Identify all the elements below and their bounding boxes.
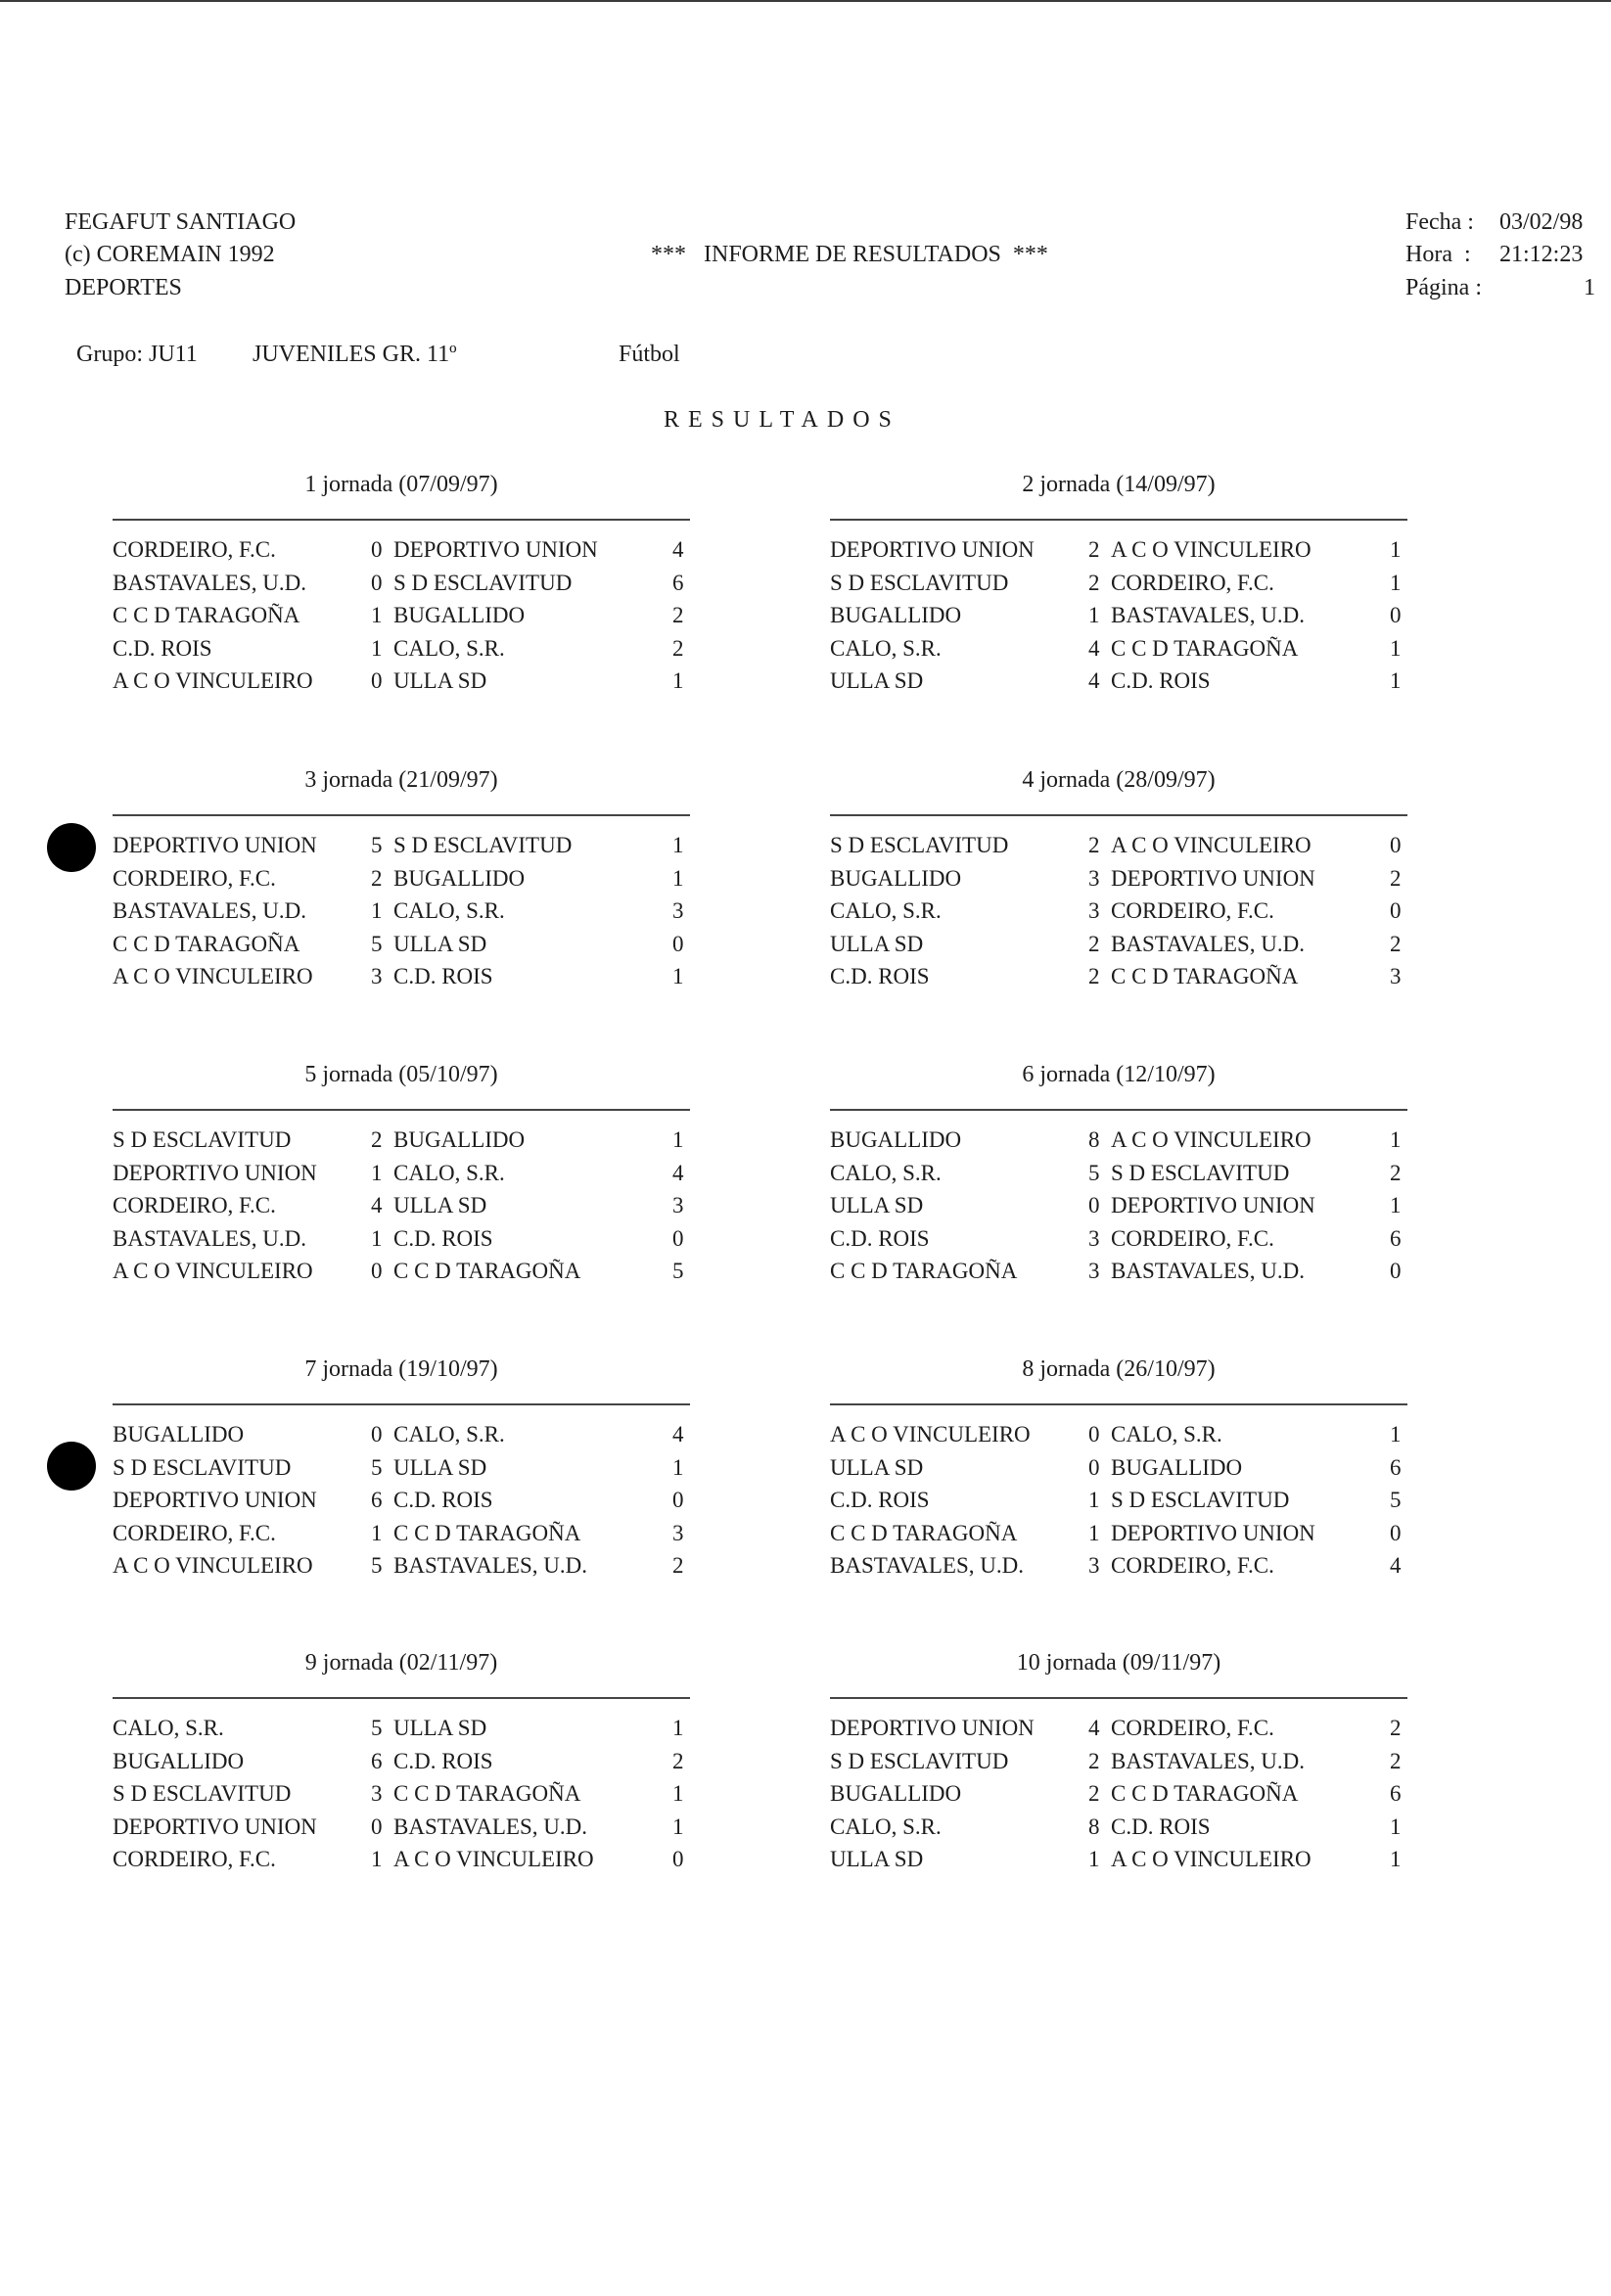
match-row	[113, 634, 690, 666]
match-row	[830, 1453, 1407, 1486]
match-row	[113, 569, 690, 601]
away-team: A C O VINCULEIRO	[1111, 1847, 1312, 1871]
home-team: ULLA SD	[830, 1847, 924, 1871]
home-team: C.D. ROIS	[830, 1225, 930, 1251]
away-team: CORDEIRO, F.C.	[1111, 1225, 1274, 1251]
home-team: ULLA SD	[830, 668, 924, 693]
home-team: DEPORTIVO UNION	[113, 1814, 317, 1839]
home-team: DEPORTIVO UNION	[830, 537, 1035, 562]
away-team: CALO, S.R.	[1111, 1422, 1222, 1446]
match-row	[830, 666, 1407, 699]
match-row	[113, 1747, 690, 1779]
away-team: C.D. ROIS	[1111, 1814, 1211, 1839]
jornada-divider	[830, 1403, 1407, 1405]
home-score: 3	[1088, 1225, 1100, 1251]
away-score: 1	[1390, 570, 1402, 595]
away-score: 6	[672, 570, 684, 595]
home-team: S D ESCLAVITUD	[830, 833, 1009, 857]
home-score: 3	[1088, 865, 1100, 891]
away-score: 2	[1390, 865, 1402, 891]
match-row	[113, 962, 690, 994]
away-score: 2	[1390, 1160, 1402, 1185]
home-team: BASTAVALES, U.D.	[113, 898, 306, 923]
pagina-value: 1	[1584, 275, 1595, 300]
away-team: C.D. ROIS	[393, 1488, 493, 1512]
away-team: ULLA SD	[393, 1193, 487, 1217]
jornada-divider	[830, 1697, 1407, 1699]
hora-value: 21:12:23	[1499, 242, 1584, 267]
jornada-title: 9 jornada (02/11/97)	[304, 1650, 498, 1676]
home-score: 1	[371, 1520, 383, 1545]
match-row	[113, 1486, 690, 1518]
match-row	[113, 864, 690, 896]
away-team: CORDEIRO, F.C.	[1111, 570, 1274, 595]
away-score: 0	[672, 1225, 684, 1251]
away-team: A C O VINCULEIRO	[1111, 833, 1312, 857]
away-score: 0	[672, 1488, 684, 1512]
home-score: 3	[1088, 1259, 1100, 1283]
away-team: S D ESCLAVITUD	[1111, 1160, 1290, 1185]
away-score: 6	[1390, 1454, 1402, 1480]
sport-label: Fútbol	[619, 342, 680, 367]
away-team: ULLA SD	[393, 931, 487, 956]
jornada-title: 5 jornada (05/10/97)	[304, 1062, 498, 1087]
home-team: CORDEIRO, F.C.	[113, 537, 276, 562]
away-team: CORDEIRO, F.C.	[1111, 1553, 1274, 1578]
home-team: A C O VINCULEIRO	[113, 1259, 313, 1283]
match-row	[113, 1257, 690, 1289]
match-row	[830, 1519, 1407, 1551]
away-score: 2	[1390, 1716, 1402, 1740]
away-score: 0	[672, 931, 684, 956]
match-row	[830, 1420, 1407, 1452]
away-score: 1	[1390, 1847, 1402, 1871]
home-team: BUGALLIDO	[830, 865, 962, 891]
home-score: 0	[371, 1259, 383, 1283]
home-score: 6	[371, 1748, 383, 1773]
away-team: C C D TARAGOÑA	[1111, 1781, 1299, 1806]
home-score: 1	[1088, 1520, 1100, 1545]
away-team: C.D. ROIS	[393, 964, 493, 988]
home-team: A C O VINCULEIRO	[113, 668, 313, 693]
away-team: ULLA SD	[393, 1716, 487, 1740]
away-team: DEPORTIVO UNION	[1111, 865, 1315, 891]
match-row	[830, 896, 1407, 929]
home-score: 1	[1088, 603, 1100, 627]
away-team: C.D. ROIS	[1111, 668, 1211, 693]
home-team: BUGALLIDO	[830, 1127, 962, 1152]
home-team: BUGALLIDO	[830, 603, 962, 627]
home-score: 5	[371, 1553, 383, 1578]
report-title: *** INFORME DE RESULTADOS ***	[651, 242, 1048, 267]
away-score: 1	[672, 964, 684, 988]
home-team: C C D TARAGOÑA	[113, 931, 300, 956]
match-row	[830, 1551, 1407, 1584]
away-score: 5	[672, 1259, 684, 1283]
jornada-title: 7 jornada (19/10/97)	[304, 1356, 498, 1382]
away-score: 1	[1390, 1814, 1402, 1839]
home-score: 0	[371, 570, 383, 595]
match-row	[830, 1191, 1407, 1223]
home-score: 2	[1088, 537, 1100, 562]
match-row	[113, 1519, 690, 1551]
match-row	[830, 962, 1407, 994]
home-score: 5	[371, 1716, 383, 1740]
home-team: S D ESCLAVITUD	[830, 1748, 1009, 1773]
match-row	[113, 930, 690, 962]
match-row	[830, 1486, 1407, 1518]
home-score: 2	[1088, 833, 1100, 857]
home-score: 0	[1088, 1193, 1100, 1217]
away-team: C C D TARAGOÑA	[1111, 635, 1299, 661]
away-team: BASTAVALES, U.D.	[1111, 603, 1305, 627]
away-team: CORDEIRO, F.C.	[1111, 1716, 1274, 1740]
away-team: DEPORTIVO UNION	[1111, 1193, 1315, 1217]
away-team: DEPORTIVO UNION	[1111, 1520, 1315, 1545]
away-team: BUGALLIDO	[393, 865, 526, 891]
match-row	[830, 864, 1407, 896]
away-score: 1	[672, 1781, 684, 1806]
home-score: 4	[1088, 635, 1100, 661]
pagina-label: Página :	[1405, 275, 1482, 300]
away-team: C C D TARAGOÑA	[393, 1781, 581, 1806]
away-score: 1	[672, 865, 684, 891]
home-score: 2	[1088, 570, 1100, 595]
away-team: ULLA SD	[393, 1454, 487, 1480]
away-score: 2	[672, 603, 684, 627]
fecha-label: Fecha :	[1405, 209, 1474, 235]
home-team: BUGALLIDO	[830, 1781, 962, 1806]
grupo-name: JUVENILES GR. 11º	[253, 342, 457, 367]
away-score: 6	[1390, 1781, 1402, 1806]
jornada-title: 2 jornada (14/09/97)	[1022, 472, 1216, 497]
away-score: 0	[672, 1847, 684, 1871]
match-row	[113, 1813, 690, 1845]
away-score: 6	[1390, 1225, 1402, 1251]
match-row	[113, 896, 690, 929]
hora-label: Hora :	[1405, 242, 1471, 267]
home-team: CALO, S.R.	[830, 1814, 942, 1839]
home-team: S D ESCLAVITUD	[113, 1127, 292, 1152]
away-score: 0	[1390, 1520, 1402, 1545]
away-score: 1	[672, 1127, 684, 1152]
match-row	[830, 569, 1407, 601]
away-score: 3	[672, 1520, 684, 1545]
match-row	[830, 1714, 1407, 1746]
away-score: 4	[1390, 1553, 1402, 1578]
home-score: 3	[1088, 1553, 1100, 1578]
punch-hole-top	[47, 823, 96, 872]
home-team: A C O VINCULEIRO	[830, 1422, 1031, 1446]
home-team: S D ESCLAVITUD	[113, 1454, 292, 1480]
home-score: 1	[371, 1225, 383, 1251]
jornada-divider	[113, 814, 690, 816]
jornada-divider	[830, 814, 1407, 816]
home-team: BUGALLIDO	[113, 1748, 245, 1773]
away-score: 1	[1390, 1193, 1402, 1217]
away-team: ULLA SD	[393, 668, 487, 693]
jornada-title: 6 jornada (12/10/97)	[1022, 1062, 1216, 1087]
home-score: 1	[1088, 1488, 1100, 1512]
away-score: 1	[672, 1454, 684, 1480]
away-score: 3	[672, 1193, 684, 1217]
away-score: 1	[1390, 668, 1402, 693]
away-team: BASTAVALES, U.D.	[1111, 1748, 1305, 1773]
match-row	[830, 634, 1407, 666]
away-score: 0	[1390, 1259, 1402, 1283]
match-row	[113, 1224, 690, 1257]
home-team: ULLA SD	[830, 931, 924, 956]
away-team: BASTAVALES, U.D.	[1111, 1259, 1305, 1283]
match-row	[113, 831, 690, 863]
jornada-divider	[113, 519, 690, 521]
match-row	[113, 1159, 690, 1191]
away-score: 1	[672, 1814, 684, 1839]
away-score: 4	[672, 1160, 684, 1185]
away-team: BUGALLIDO	[1111, 1454, 1243, 1480]
away-team: S D ESCLAVITUD	[393, 833, 573, 857]
jornada-divider	[830, 519, 1407, 521]
match-row	[830, 1747, 1407, 1779]
copyright: (c) COREMAIN 1992	[65, 242, 275, 267]
away-team: S D ESCLAVITUD	[393, 570, 573, 595]
jornada-divider	[113, 1697, 690, 1699]
home-team: S D ESCLAVITUD	[113, 1781, 292, 1806]
jornada-title: 3 jornada (21/09/97)	[304, 767, 498, 793]
match-row	[830, 535, 1407, 568]
home-score: 8	[1088, 1814, 1100, 1839]
home-team: C.D. ROIS	[830, 964, 930, 988]
home-team: CALO, S.R.	[113, 1716, 224, 1740]
away-score: 2	[1390, 1748, 1402, 1773]
away-score: 2	[672, 635, 684, 661]
home-score: 2	[1088, 964, 1100, 988]
away-score: 4	[672, 1422, 684, 1446]
jornada-title: 4 jornada (28/09/97)	[1022, 767, 1216, 793]
jornada-divider	[113, 1403, 690, 1405]
away-team: C.D. ROIS	[393, 1225, 493, 1251]
away-score: 0	[1390, 898, 1402, 923]
match-row	[830, 601, 1407, 633]
away-team: BASTAVALES, U.D.	[1111, 931, 1305, 956]
home-score: 2	[371, 1127, 383, 1152]
home-score: 0	[371, 1422, 383, 1446]
away-team: A C O VINCULEIRO	[1111, 1127, 1312, 1152]
match-row	[113, 601, 690, 633]
home-score: 2	[1088, 931, 1100, 956]
home-score: 4	[1088, 668, 1100, 693]
away-score: 1	[672, 1716, 684, 1740]
away-score: 1	[1390, 1422, 1402, 1446]
home-team: CALO, S.R.	[830, 635, 942, 661]
match-row	[113, 1453, 690, 1486]
home-score: 5	[371, 931, 383, 956]
away-team: CALO, S.R.	[393, 635, 505, 661]
home-score: 1	[371, 635, 383, 661]
jornada-divider	[113, 1109, 690, 1111]
home-score: 0	[371, 668, 383, 693]
away-team: DEPORTIVO UNION	[393, 537, 598, 562]
home-team: BASTAVALES, U.D.	[113, 570, 306, 595]
match-row	[113, 1845, 690, 1877]
match-row	[830, 930, 1407, 962]
away-score: 1	[1390, 537, 1402, 562]
top-border-line	[0, 0, 1611, 2]
away-team: BUGALLIDO	[393, 603, 526, 627]
home-score: 0	[371, 1814, 383, 1839]
away-score: 3	[672, 898, 684, 923]
home-team: C C D TARAGOÑA	[830, 1520, 1018, 1545]
away-team: CALO, S.R.	[393, 1160, 505, 1185]
away-score: 2	[1390, 931, 1402, 956]
home-score: 1	[371, 898, 383, 923]
home-team: BASTAVALES, U.D.	[830, 1553, 1024, 1578]
away-team: C.D. ROIS	[393, 1748, 493, 1773]
away-team: C C D TARAGOÑA	[393, 1520, 581, 1545]
home-team: A C O VINCULEIRO	[113, 964, 313, 988]
department: DEPORTES	[65, 275, 182, 300]
match-row	[113, 1551, 690, 1584]
home-score: 1	[1088, 1847, 1100, 1871]
home-score: 1	[371, 1847, 383, 1871]
away-score: 1	[672, 833, 684, 857]
away-team: C C D TARAGOÑA	[393, 1259, 581, 1283]
home-score: 4	[1088, 1716, 1100, 1740]
match-row	[113, 666, 690, 699]
match-row	[113, 1191, 690, 1223]
away-score: 0	[1390, 603, 1402, 627]
home-team: ULLA SD	[830, 1193, 924, 1217]
punch-hole-bottom	[47, 1442, 96, 1491]
home-team: BUGALLIDO	[113, 1422, 245, 1446]
away-score: 5	[1390, 1488, 1402, 1512]
home-score: 3	[371, 964, 383, 988]
match-row	[113, 1125, 690, 1158]
home-team: DEPORTIVO UNION	[113, 1488, 317, 1512]
home-team: DEPORTIVO UNION	[113, 833, 317, 857]
home-team: C.D. ROIS	[113, 635, 212, 661]
home-score: 0	[371, 537, 383, 562]
match-row	[113, 1420, 690, 1452]
home-team: DEPORTIVO UNION	[830, 1716, 1035, 1740]
home-team: C.D. ROIS	[830, 1488, 930, 1512]
home-team: S D ESCLAVITUD	[830, 570, 1009, 595]
jornada-title: 10 jornada (09/11/97)	[1016, 1650, 1221, 1676]
away-score: 1	[1390, 1127, 1402, 1152]
match-row	[830, 1159, 1407, 1191]
away-team: BASTAVALES, U.D.	[393, 1814, 587, 1839]
away-score: 1	[1390, 635, 1402, 661]
home-team: CALO, S.R.	[830, 898, 942, 923]
away-score: 3	[1390, 964, 1402, 988]
home-score: 0	[1088, 1422, 1100, 1446]
org-name: FEGAFUT SANTIAGO	[65, 209, 297, 235]
match-row	[830, 1845, 1407, 1877]
match-row	[830, 1257, 1407, 1289]
home-score: 2	[1088, 1748, 1100, 1773]
match-row	[830, 831, 1407, 863]
away-team: C C D TARAGOÑA	[1111, 964, 1299, 988]
fecha-value: 03/02/98	[1499, 209, 1584, 235]
grupo-label: Grupo: JU11	[76, 342, 198, 367]
home-score: 8	[1088, 1127, 1100, 1152]
away-team: BUGALLIDO	[393, 1127, 526, 1152]
match-row	[113, 535, 690, 568]
home-score: 1	[371, 603, 383, 627]
home-team: CORDEIRO, F.C.	[113, 865, 276, 891]
away-team: S D ESCLAVITUD	[1111, 1488, 1290, 1512]
away-team: CALO, S.R.	[393, 898, 505, 923]
match-row	[113, 1779, 690, 1812]
home-team: C C D TARAGOÑA	[113, 603, 300, 627]
away-score: 1	[672, 668, 684, 693]
home-score: 5	[371, 833, 383, 857]
section-title: RESULTADOS	[664, 407, 900, 433]
match-row	[830, 1813, 1407, 1845]
home-team: CORDEIRO, F.C.	[113, 1847, 276, 1871]
home-score: 2	[1088, 1781, 1100, 1806]
away-score: 2	[672, 1553, 684, 1578]
away-score: 2	[672, 1748, 684, 1773]
away-team: A C O VINCULEIRO	[393, 1847, 594, 1871]
jornada-divider	[830, 1109, 1407, 1111]
home-score: 5	[371, 1454, 383, 1480]
match-row	[113, 1714, 690, 1746]
away-score: 0	[1390, 833, 1402, 857]
home-team: DEPORTIVO UNION	[113, 1160, 317, 1185]
home-team: CORDEIRO, F.C.	[113, 1193, 276, 1217]
home-score: 1	[371, 1160, 383, 1185]
home-team: CALO, S.R.	[830, 1160, 942, 1185]
away-team: BASTAVALES, U.D.	[393, 1553, 587, 1578]
home-score: 2	[371, 865, 383, 891]
home-score: 3	[371, 1781, 383, 1806]
jornada-title: 8 jornada (26/10/97)	[1022, 1356, 1216, 1382]
match-row	[830, 1224, 1407, 1257]
away-team: CORDEIRO, F.C.	[1111, 898, 1274, 923]
away-team: CALO, S.R.	[393, 1422, 505, 1446]
home-score: 5	[1088, 1160, 1100, 1185]
home-score: 0	[1088, 1454, 1100, 1480]
home-team: BASTAVALES, U.D.	[113, 1225, 306, 1251]
match-row	[830, 1125, 1407, 1158]
home-team: A C O VINCULEIRO	[113, 1553, 313, 1578]
home-team: CORDEIRO, F.C.	[113, 1520, 276, 1545]
home-score: 6	[371, 1488, 383, 1512]
jornada-title: 1 jornada (07/09/97)	[304, 472, 498, 497]
away-score: 4	[672, 537, 684, 562]
away-team: A C O VINCULEIRO	[1111, 537, 1312, 562]
home-team: ULLA SD	[830, 1454, 924, 1480]
match-row	[830, 1779, 1407, 1812]
home-score: 4	[371, 1193, 383, 1217]
home-score: 3	[1088, 898, 1100, 923]
home-team: C C D TARAGOÑA	[830, 1259, 1018, 1283]
